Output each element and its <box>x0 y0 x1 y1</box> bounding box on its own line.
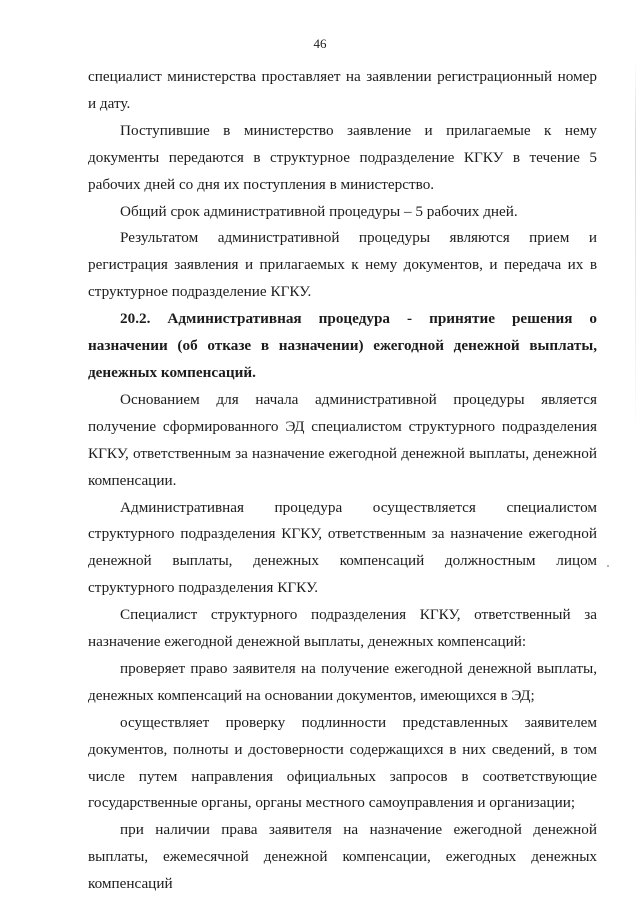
paragraph-continuation: специалист министерства проставляет на заявлении регистрационный номер и дату. <box>88 68 597 112</box>
list-item-paragraph: при наличии права заявителя на назначение ежегодной денежной выплаты, ежемесячной денежной компенсации, ежегодных денежных компенсаций <box>88 821 597 893</box>
paragraph: Административная процедура осуществляется специалистом структурного подразделения КГКУ, ответственным за назначение ежегодной денежной выплаты, денежных компенсаций должностным лицом структурного подразделения КГКУ. <box>88 498 597 597</box>
page-number: 46 <box>313 36 327 51</box>
list-item-paragraph: осуществляет проверку подлинности представленных заявителем документов, полноты и достоверности содержащихся в них сведений, в том числе путем направления официальных запросов в соответствующие государственные органы, органы местного самоуправления и организации; <box>88 713 597 812</box>
paragraph: Результатом административной процедуры являются прием и регистрация заявления и прилагаемых к нему документов, и передача их в структурное подразделение КГКУ. <box>88 229 597 301</box>
scan-edge-shadow <box>635 60 636 440</box>
paragraph: Общий срок административной процедуры – 5 рабочих дней. <box>120 202 518 220</box>
document-body <box>88 64 597 898</box>
list-item-paragraph: проверяет право заявителя на получение ежегодной денежной выплаты, денежных компенсаций на основании документов, имеющихся в ЭД; <box>88 659 597 704</box>
paragraph: Поступившие в министерство заявление и прилагаемые к нему документы передаются в структурное подразделение КГКУ в течение 5 рабочих дней со дня их поступления в министерство. <box>88 121 597 193</box>
paragraph: Специалист структурного подразделения КГКУ, ответственный за назначение ежегодной денежной выплаты, денежных компенсаций: <box>88 606 597 651</box>
scan-speck <box>607 565 609 567</box>
paragraph: Основанием для начала административной процедуры является получение сформированного ЭД специалистом структурного подразделения КГКУ, ответственным за назначение ежегодной денежной выплаты, денежной компенсации. <box>88 390 597 489</box>
section-heading: 20.2. Административная процедура - принятие решения о назначении (об отказе в назначении) ежегодной денежной выплаты, денежных компенсаций. <box>88 310 597 381</box>
